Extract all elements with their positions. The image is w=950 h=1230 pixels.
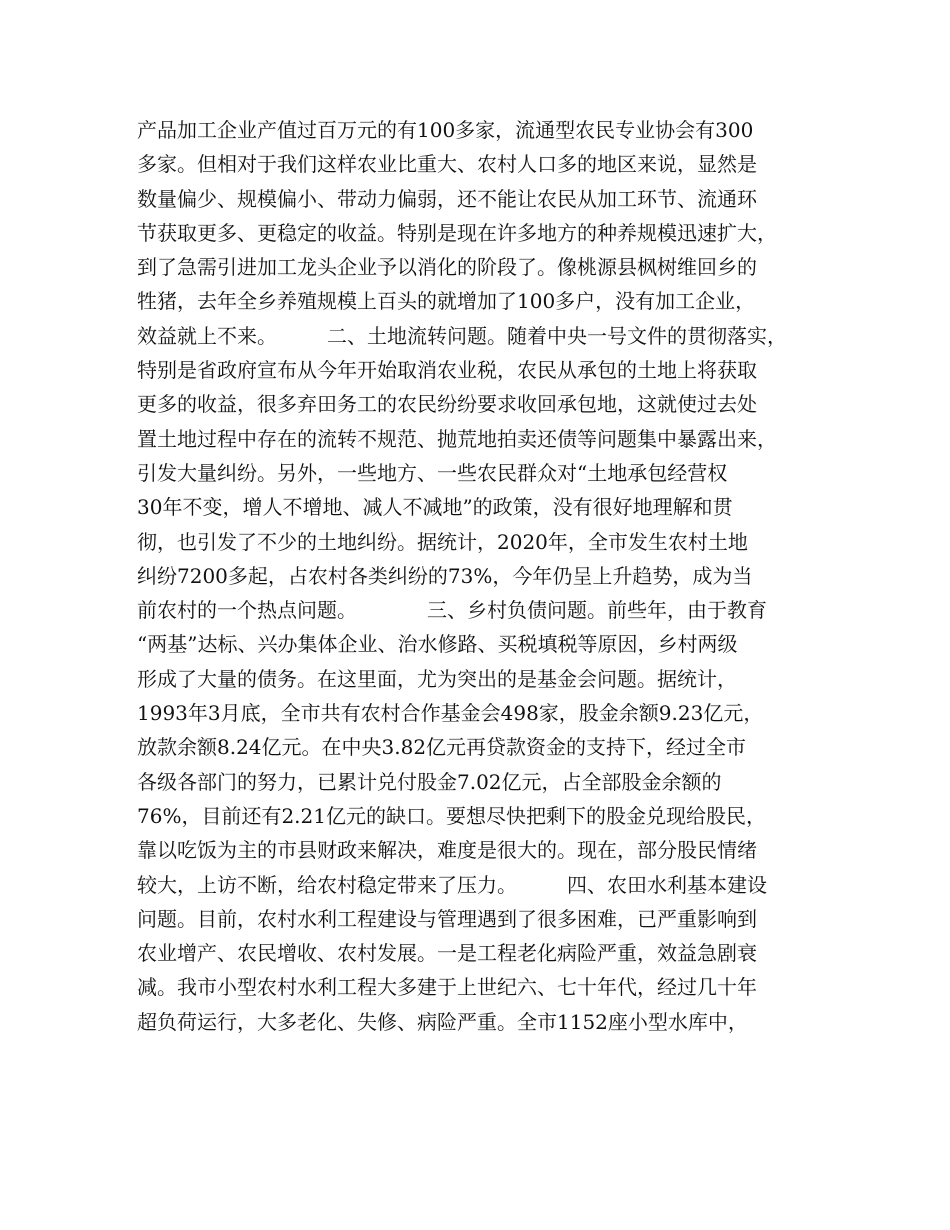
text-line: 1993年3月底，全市共有农村合作基金会498家，股金余额9.23亿元， [137, 701, 764, 726]
text-line: 纠纷7200多起，占农村各类纠纷的73%，今年仍呈上升趋势，成为当 [137, 563, 753, 588]
text-line: 靠以吃饭为主的市县财政来解决，难度是很大的。现在，部分股民情绪 [137, 838, 757, 863]
text-line: 30年不变，增人不增地、减人不减地”的政策，没有很好地理解和贯 [137, 495, 733, 520]
text-line: 较大，上访不断，给农村稳定带来了压力。 四、农田水利基本建设 [137, 872, 767, 897]
text-line: 节获取更多、更稳定的收益。特别是现在许多地方的种养规模迅速扩大， [137, 220, 777, 245]
text-line: 数量偏少、规模偏小、带动力偏弱，还不能让农民从加工环节、流通环 [137, 186, 757, 211]
text-line: “两基”达标、兴办集体企业、治水修路、买税填税等原因，乡村两级 [137, 632, 738, 657]
text-line: 引发大量纠纷。另外，一些地方、一些农民群众对“土地承包经营权 [137, 460, 728, 485]
text-line: 置土地过程中存在的流转不规范、抛荒地拍卖还债等问题集中暴露出来， [137, 426, 777, 451]
text-line: 彻，也引发了不少的土地纠纷。据统计，2020年，全市发生农村土地 [137, 529, 748, 554]
text-line: 牲猪，去年全乡养殖规模上百头的就增加了100多户，没有加工企业， [137, 289, 756, 314]
text-line: 形成了大量的债务。在这里面，尤为突出的是基金会问题。据统计， [137, 666, 737, 691]
text-line: 问题。目前，农村水利工程建设与管理遇到了很多困难，已严重影响到 [137, 906, 757, 931]
text-line: 更多的收益，很多弃田务工的农民纷纷要求收回承包地，这就使过去处 [137, 392, 757, 417]
text-line: 多家。但相对于我们这样农业比重大、农村人口多的地区来说，显然是 [137, 152, 757, 177]
text-line: 效益就上不来。 二、土地流转问题。随着中央一号文件的贯彻落实， [137, 323, 787, 348]
text-line: 产品加工企业产值过百万元的有100多家，流通型农民专业协会有300 [137, 118, 754, 142]
text-line: 到了急需引进加工龙头企业予以消化的阶段了。像桃源县枫树维回乡的 [137, 255, 757, 280]
text-line: 各级各部门的努力，已累计兑付股金7.02亿元，占全部股金余额的 [137, 769, 722, 794]
text-line: 农业增产、农民增收、农村发展。一是工程老化病险严重，效益急剧衰 [137, 941, 757, 966]
text-line: 特别是省政府宣布从今年开始取消农业税，农民从承包的土地上将获取 [137, 358, 757, 383]
text-line: 放款余额8.24亿元。在中央3.82亿元再贷款资金的支持下，经过全市 [137, 735, 747, 760]
text-line: 76%，目前还有2.21亿元的缺口。要想尽快把剩下的股金兑现给股民， [137, 803, 766, 828]
text-line: 前农村的一个热点问题。 三、乡村负债问题。前些年，由于教育 [137, 598, 767, 623]
text-line: 减。我市小型农村水利工程大多建于上世纪六、七十年代，经过几十年 [137, 975, 757, 1000]
body-text [137, 113, 827, 1039]
text-line: 超负荷运行，大多老化、失修、病险严重。全市1152座小型水库中， [137, 1009, 748, 1034]
